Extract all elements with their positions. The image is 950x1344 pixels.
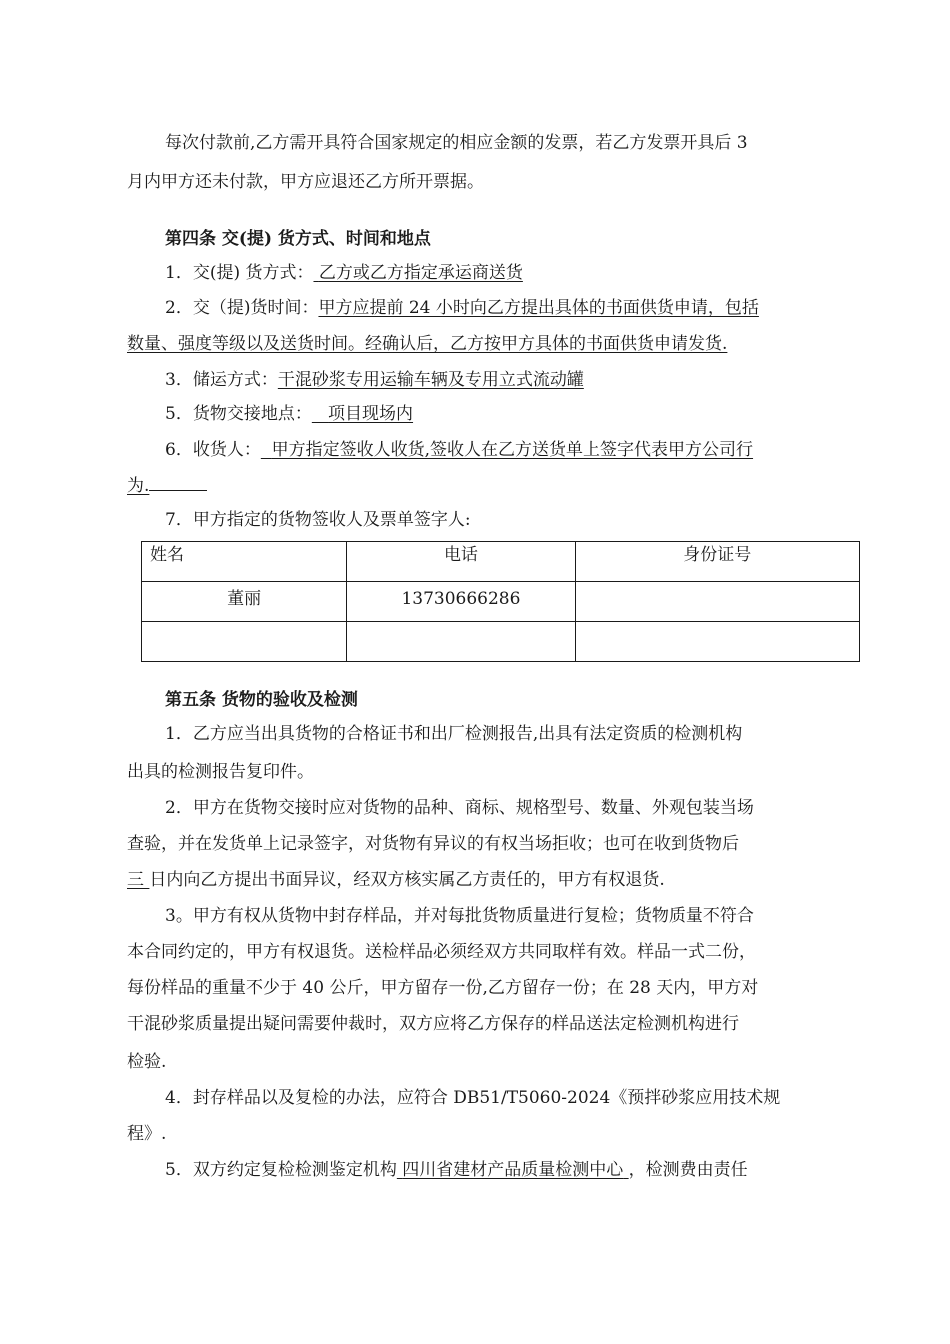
storage-method-line <box>165 368 880 392</box>
acceptance-p3-line-3: 每份样品的重量不少于 40 公斤，甲方留存一份,乙方留存一份；在 28 天内，甲方对 <box>127 978 759 998</box>
acceptance-p2-line-2: 查验，并在发货单上记录签字，对货物有异议的有权当场拒收；也可在收到货物后 <box>127 834 739 854</box>
table-header-row <box>142 542 860 582</box>
signer-table <box>141 541 860 662</box>
payment-line-1: 每次付款前,乙方需开具符合国家规定的相应金额的发票，若乙方发票开具后 3 <box>165 133 748 153</box>
consignee-line <box>165 438 880 462</box>
recheck-fee-text: ，检测费由责任 <box>628 1160 748 1180</box>
objection-days-value: 三 <box>127 870 144 890</box>
header-phone: 电话 <box>347 542 575 582</box>
article-4-title: 第四条 交(提) 货方式、时间和地点 <box>165 229 431 249</box>
cell-phone: 13730666286 <box>347 582 575 622</box>
consignee-line-2 <box>127 472 842 498</box>
delivery-time-line-2 <box>127 332 842 356</box>
handover-location-label: 5．货物交接地点： <box>165 404 312 424</box>
acceptance-p3-line-2: 本合同约定的，甲方有权退货。送检样品必须经双方共同取样有效。样品一式二份， <box>127 942 756 962</box>
acceptance-p4-line-2: 程》. <box>127 1124 167 1144</box>
delivery-time-value: 甲方应提前 24 小时向乙方提出具体的书面供货申请，包括 <box>318 298 759 318</box>
acceptance-p3-line-5: 检验. <box>127 1052 167 1072</box>
delivery-method-label: 1．交(提) 货方式： <box>165 263 314 283</box>
cell-id <box>575 622 859 662</box>
acceptance-p5-line-1 <box>165 1158 880 1182</box>
delivery-method-value: 乙方或乙方指定承运商送货 <box>318 263 523 283</box>
article-5-title: 第五条 货物的验收及检测 <box>165 690 358 710</box>
recheck-agency-label: 5．双方约定复检检测鉴定机构 <box>165 1160 397 1180</box>
delivery-time-label: 2．交（提)货时间： <box>165 298 319 318</box>
table-row <box>142 622 860 662</box>
acceptance-p1-line-1: 1．乙方应当出具货物的合格证书和出厂检测报告,出具有法定资质的检测机构 <box>165 724 743 744</box>
acceptance-p3-line-1: 3。甲方有权从货物中封存样品，并对每批货物质量进行复检；货物质量不符合 <box>165 906 754 926</box>
delivery-method-line <box>165 261 880 285</box>
table-row <box>142 582 860 622</box>
storage-method-label: 3．储运方式： <box>165 370 278 390</box>
consignee-value: 甲方指定签收人收货,签收人在乙方送货单上签字代表甲方公司行 <box>271 440 754 460</box>
recheck-agency-value: 四川省建材产品质量检测中心 <box>402 1160 624 1180</box>
consignee-blank <box>149 472 207 491</box>
header-id: 身份证号 <box>575 542 859 582</box>
header-name: 姓名 <box>142 542 347 582</box>
acceptance-p2-line-3: 三 日内向乙方提出书面异议，经双方核实属乙方责任的，甲方有权退货. <box>127 870 665 890</box>
acceptance-p4-line-1: 4．封存样品以及复检的办法，应符合 DB51/T5060-2024《预拌砂浆应用技术规 <box>165 1088 781 1108</box>
cell-name: 董丽 <box>142 582 347 622</box>
acceptance-p1-line-2: 出具的检测报告复印件。 <box>127 762 314 782</box>
consignee-label: 6．收货人： <box>165 440 261 460</box>
delivery-time-line <box>165 296 880 320</box>
acceptance-p3-line-4: 干混砂浆质量提出疑问需要仲裁时，双方应将乙方保存的样品送法定检测机构进行 <box>127 1014 739 1034</box>
signer-intro: 7．甲方指定的货物签收人及票单签字人: <box>165 510 471 530</box>
storage-method-value: 干混砂浆专用运输车辆及专用立式流动罐 <box>277 370 584 390</box>
cell-name <box>142 622 347 662</box>
handover-location-value: 项目现场内 <box>328 404 414 424</box>
handover-location-line <box>165 402 880 426</box>
consignee-value-cont: 为. <box>127 476 150 496</box>
delivery-time-value-cont: 数量、强度等级以及送货时间。经确认后，乙方按甲方具体的书面供货申请发货. <box>127 334 728 354</box>
cell-phone <box>347 622 575 662</box>
cell-id <box>575 582 859 622</box>
payment-line-2: 月内甲方还未付款，甲方应退还乙方所开票据。 <box>127 172 484 192</box>
acceptance-p2-line-1: 2．甲方在货物交接时应对货物的品种、商标、规格型号、数量、外观包装当场 <box>165 798 754 818</box>
